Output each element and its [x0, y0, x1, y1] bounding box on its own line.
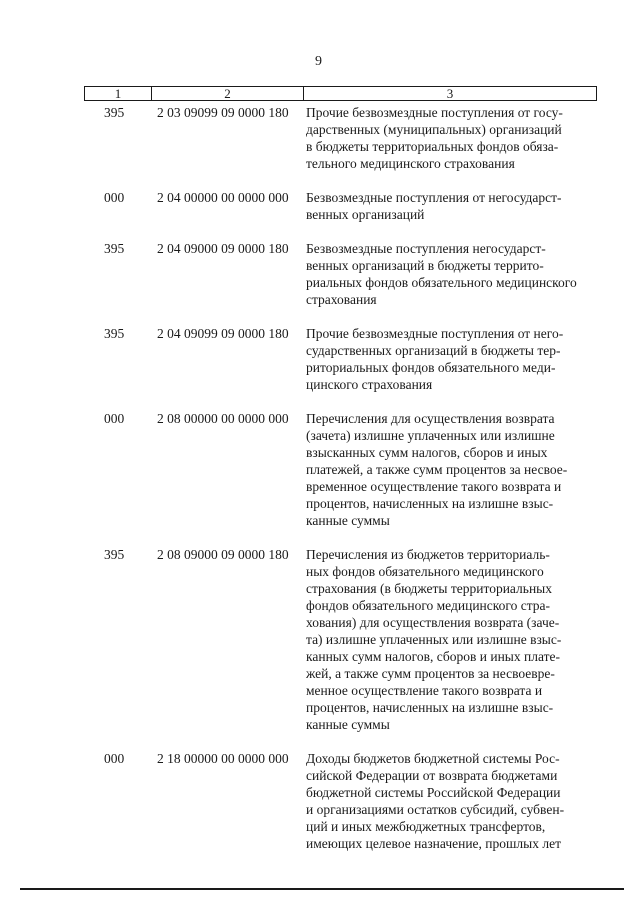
description-line: бюджетной системы Российской Федерации	[306, 785, 561, 800]
income-description	[306, 750, 590, 852]
description-line: Перечисления из бюджетов территориаль-	[306, 547, 550, 562]
table-row	[0, 546, 637, 733]
budget-classification-code: 2 18 00000 00 0000 000	[157, 751, 289, 766]
admin-code: 000	[104, 190, 125, 205]
description-line: канные суммы	[306, 717, 390, 732]
income-description	[306, 240, 590, 308]
column-header-row	[84, 86, 597, 101]
budget-classification-code: 2 04 00000 00 0000 000	[157, 190, 289, 205]
description-line: процентов, начисленных на излишне взыс-	[306, 700, 554, 715]
description-line: (зачета) излишне уплаченных или излишне	[306, 428, 555, 443]
table-row	[0, 325, 637, 393]
description-line: Перечисления для осуществления возврата	[306, 411, 555, 426]
column-header-2: 2	[152, 87, 304, 100]
table-row	[0, 750, 637, 852]
description-line: страхования	[306, 292, 377, 307]
table-row	[0, 189, 637, 223]
budget-classification-code: 2 04 09099 09 0000 180	[157, 326, 289, 341]
column-header-3: 3	[446, 86, 454, 101]
description-line: платежей, а также сумм процентов за несвое-	[306, 462, 568, 477]
description-line: сударственных организаций в бюджеты тер-	[306, 343, 561, 358]
budget-classification-code: 2 08 09000 09 0000 180	[157, 547, 289, 562]
description-line: в бюджеты территориальных фондов обяза-	[306, 139, 559, 154]
description-line: хования) для осуществления возврата (заче-	[306, 615, 560, 630]
description-line: менное осуществление такого возврата и	[306, 683, 543, 698]
description-line: ных фондов обязательного медицинского	[306, 564, 544, 579]
income-description	[306, 189, 590, 223]
description-line: риториальных фондов обязательного меди-	[306, 360, 556, 375]
footer-divider	[20, 888, 624, 890]
description-line: цинского страхования	[306, 377, 433, 392]
admin-code: 395	[104, 547, 125, 562]
description-line: венных организаций	[306, 207, 425, 222]
description-line: страхования (в бюджеты территориальных	[306, 581, 552, 596]
description-line: венных организаций в бюджеты террито-	[306, 258, 544, 273]
budget-classification-code: 2 03 09099 09 0000 180	[157, 105, 289, 120]
admin-code: 395	[104, 241, 125, 256]
description-line: риальных фондов обязательного медицинского	[306, 275, 577, 290]
income-description	[306, 104, 590, 172]
description-line: Прочие безвозмездные поступления от госу-	[306, 105, 563, 120]
admin-code: 395	[104, 326, 125, 341]
description-line: взысканных сумм налогов, сборов и иных	[306, 445, 548, 460]
income-description	[306, 546, 590, 733]
description-line: Безвозмездные поступления негосударст-	[306, 241, 546, 256]
description-line: Доходы бюджетов бюджетной системы Рос-	[306, 751, 560, 766]
description-line: канных сумм налогов, сборов и иных плате-	[306, 649, 560, 664]
column-header-1: 1	[85, 87, 152, 100]
admin-code: 000	[104, 751, 125, 766]
description-line: канные суммы	[306, 513, 390, 528]
description-line: дарственных (муниципальных) организаций	[306, 122, 562, 137]
budget-classification-code: 2 04 09000 09 0000 180	[157, 241, 289, 256]
description-line: и организациями остатков субсидий, субвен-	[306, 802, 565, 817]
income-description	[306, 325, 590, 393]
table-row	[0, 240, 637, 308]
description-line: тельного медицинского страхования	[306, 156, 515, 171]
description-line: та) излишне уплаченных или излишне взыс-	[306, 632, 562, 647]
income-description	[306, 410, 590, 529]
description-line: Прочие безвозмездные поступления от него-	[306, 326, 564, 341]
description-line: имеющих целевое назначение, прошлых лет	[306, 836, 561, 851]
table-row	[0, 410, 637, 529]
page-number: 9	[315, 54, 322, 69]
description-line: фондов обязательного медицинского стра-	[306, 598, 551, 613]
description-line: процентов, начисленных на излишне взыс-	[306, 496, 554, 511]
description-line: ций и иных межбюджетных трансфертов,	[306, 819, 546, 834]
description-line: временное осуществление такого возврата и	[306, 479, 562, 494]
table-row	[0, 104, 637, 172]
description-line: жей, а также сумм процентов за несвоевре-	[306, 666, 555, 681]
table-body	[0, 104, 637, 852]
description-line: Безвозмездные поступления от негосударст-	[306, 190, 562, 205]
budget-classification-code: 2 08 00000 00 0000 000	[157, 411, 289, 426]
admin-code: 395	[104, 105, 125, 120]
admin-code: 000	[104, 411, 125, 426]
description-line: сийской Федерации от возврата бюджетами	[306, 768, 558, 783]
